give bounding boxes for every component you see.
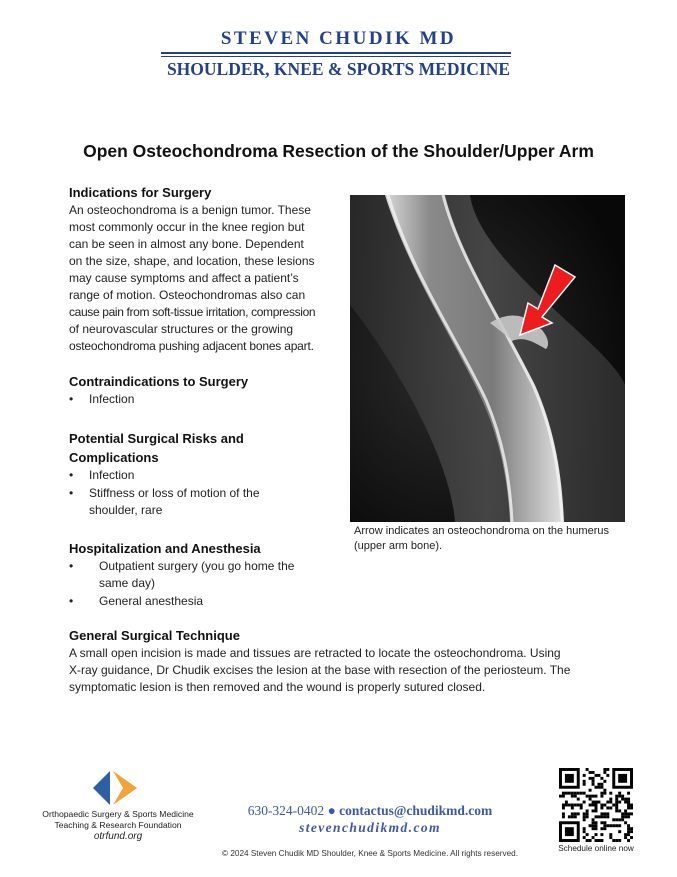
contraindications-heading: Contraindications to Surgery	[69, 374, 249, 389]
list-item	[69, 485, 331, 519]
technique-section	[69, 626, 609, 696]
risks-list	[69, 467, 331, 519]
foundation-logo-icon	[93, 771, 137, 805]
list-item	[69, 467, 331, 484]
qr-caption: Schedule online now	[558, 844, 634, 853]
contraindications-section	[69, 372, 331, 408]
list-item	[69, 391, 331, 408]
indications-line-9: osteochondroma pushing adjacent bones apart.	[69, 339, 314, 353]
website-link[interactable]: stevenchudikmd.com	[299, 820, 441, 835]
list-item	[69, 558, 331, 592]
bullet-icon: •	[69, 594, 74, 608]
phone-number[interactable]: 630-324-0402	[247, 803, 325, 818]
indications-line-1: An osteochondroma is a benign tumor. These	[69, 203, 311, 217]
indications-line-4: on the size, shape, and location, these lesions	[69, 254, 315, 268]
brand-tagline: SHOULDER, KNEE & SPORTS MEDICINE	[166, 59, 511, 79]
email-link[interactable]: contactus@chudikmd.com	[339, 803, 493, 818]
technique-line-3: symptomatic lesion is then removed and the wound is properly sutured closed.	[69, 680, 486, 694]
indications-line-7: cause pain from soft-tissue irritation, compression	[69, 305, 316, 319]
list-item-text: General anesthesia	[99, 594, 204, 608]
contact-line	[220, 803, 520, 819]
page-title: Open Osteochondroma Resection of the Shoulder/Upper Arm	[83, 141, 594, 161]
xray-humerus-image	[350, 195, 625, 522]
list-item-text: Infection	[89, 392, 135, 406]
indications-line-2: most commonly occur in the knee region but	[69, 220, 305, 234]
list-item-text-cont: same day)	[99, 576, 156, 590]
caption-line-1: Arrow indicates an osteochondroma on the humerus	[354, 525, 609, 537]
risks-heading-line-2: Complications	[69, 450, 159, 465]
indications-line-5: may cause symptoms and affect a patient’s	[69, 271, 299, 285]
indications-heading: Indications for Surgery	[69, 185, 212, 200]
technique-line-2: X-ray guidance, Dr Chudik excises the lesion at the base with resection of the periosteum. The	[69, 663, 571, 677]
list-item	[69, 593, 331, 610]
foundation-site-link[interactable]: otrfund.org	[93, 831, 143, 842]
hospitalization-section	[69, 539, 331, 610]
xray-drawing	[350, 195, 625, 522]
figure-caption	[354, 524, 639, 554]
indications-section	[69, 183, 331, 355]
brand-name: STEVEN CHUDIK MD	[220, 28, 457, 49]
list-item-text: Infection	[89, 468, 135, 482]
separator-dot-icon: ●	[327, 803, 336, 818]
technique-heading: General Surgical Technique	[69, 628, 240, 643]
caption-line-2: (upper arm bone).	[354, 540, 443, 552]
technique-line-1: A small open incision is made and tissues are retracted to locate the osteochondroma. Using	[69, 646, 561, 660]
foundation-name-line-1: Orthopaedic Surgery & Sports Medicine	[42, 809, 194, 819]
qr-code-icon[interactable]	[559, 768, 633, 842]
indications-line-3: can be seen in almost any bone. Dependent	[69, 237, 304, 251]
copyright-text: © 2024 Steven Chudik MD Shoulder, Knee & Sports Medicine. All rights reserved.	[222, 849, 518, 858]
hospitalization-list	[69, 558, 331, 610]
contraindications-list	[69, 391, 331, 408]
list-item-text: Stiffness or loss of motion of the	[89, 486, 260, 500]
risks-heading-line-1: Potential Surgical Risks and	[69, 431, 244, 446]
foundation-name-line-2: Teaching & Research Foundation	[54, 820, 182, 830]
header-rule-bottom	[161, 56, 511, 57]
bullet-icon: •	[69, 468, 74, 482]
list-item-text: Outpatient surgery (you go home the	[99, 559, 295, 573]
list-item-text-cont: shoulder, rare	[89, 503, 163, 517]
hospitalization-heading: Hospitalization and Anesthesia	[69, 541, 261, 556]
indications-line-8: of neurovascular structures or the growing	[69, 322, 294, 336]
indications-line-6: range of motion. Osteochondromas also can	[69, 288, 306, 302]
bullet-icon: •	[69, 486, 74, 500]
header-rule-top	[161, 52, 511, 54]
bullet-icon: •	[69, 559, 74, 573]
risks-section	[69, 429, 331, 519]
bullet-icon: •	[69, 392, 74, 406]
